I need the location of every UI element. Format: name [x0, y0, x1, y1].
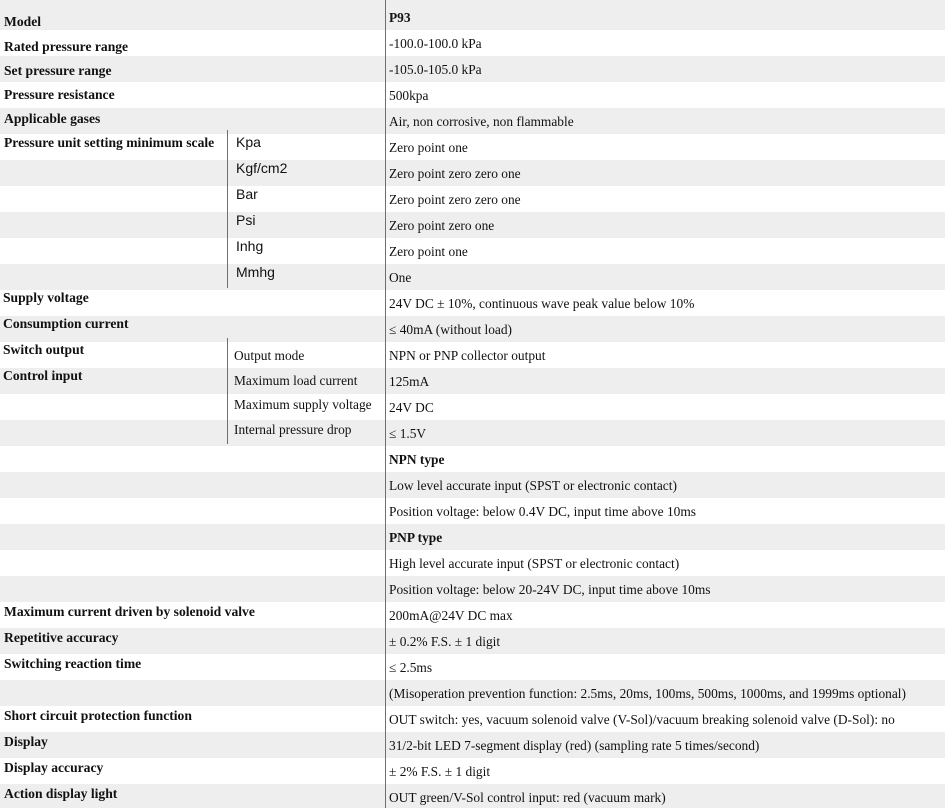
value-short-circuit: OUT switch: yes, vacuum solenoid valve (V-Sol)/vacuum breaking solenoid valve (D-Sol): no	[389, 712, 895, 727]
unit-mmhg: Mmhg	[236, 264, 275, 280]
value-max-supply-voltage: 24V DC	[389, 400, 434, 415]
sub-output-mode: Output mode	[234, 348, 305, 363]
value-repetitive-accuracy: ± 0.2% F.S. ± 1 digit	[389, 634, 501, 649]
label-solenoid-current: Maximum current driven by solenoid valve	[4, 604, 255, 619]
value-model: P93	[389, 10, 411, 25]
label-display-accuracy: Display accuracy	[4, 760, 104, 775]
label-pressure-resistance: Pressure resistance	[4, 87, 115, 102]
value-scale-inhg: Zero point one	[389, 244, 468, 259]
label-applicable-gases: Applicable gases	[4, 111, 101, 126]
value-scale-psi: Zero point zero one	[389, 218, 495, 233]
value-consumption-current: ≤ 40mA (without load)	[389, 322, 513, 337]
value-scale-kgf: Zero point zero zero one	[389, 166, 521, 181]
value-output-mode: NPN or PNP collector output	[389, 348, 546, 363]
label-reaction-time: Switching reaction time	[4, 656, 142, 671]
label-short-circuit: Short circuit protection function	[4, 708, 192, 723]
label-supply-voltage: Supply voltage	[3, 290, 89, 305]
value-max-load-current: 125mA	[389, 374, 430, 389]
value-applicable-gases: Air, non corrosive, non flammable	[389, 114, 574, 129]
value-scale-bar: Zero point zero zero one	[389, 192, 521, 207]
unit-kpa: Kpa	[236, 134, 261, 150]
value-rated-pressure: -100.0-100.0 kPa	[389, 36, 482, 51]
value-reaction-note: (Misoperation prevention function: 2.5ms, 20ms, 100ms, 500ms, 1000ms, and 1999ms optional)	[389, 686, 906, 701]
label-switch-output: Switch output	[3, 342, 85, 357]
label-repetitive-accuracy: Repetitive accuracy	[4, 630, 119, 645]
value-pnp-input: High level accurate input (SPST or electronic contact)	[389, 556, 680, 571]
unit-bar: Bar	[236, 186, 258, 202]
value-pressure-resistance: 500kpa	[389, 88, 429, 103]
row-band	[0, 368, 945, 394]
value-reaction-time: ≤ 2.5ms	[389, 660, 433, 675]
value-display-accuracy: ± 2% F.S. ± 1 digit	[389, 764, 491, 779]
value-scale-mmhg: One	[389, 270, 412, 285]
value-set-pressure: -105.0-105.0 kPa	[389, 62, 482, 77]
row-band	[0, 0, 945, 30]
row-band	[0, 420, 945, 446]
unit-kgf-cm2: Kgf/cm2	[236, 160, 288, 176]
sub-max-supply-voltage: Maximum supply voltage	[234, 397, 372, 412]
value-npn-voltage: Position voltage: below 0.4V DC, input time above 10ms	[389, 504, 696, 519]
value-pnp-voltage: Position voltage: below 20-24V DC, input time above 10ms	[389, 582, 711, 597]
value-pnp-type: PNP type	[389, 530, 443, 545]
column-divider	[385, 0, 386, 808]
value-action-light: OUT green/V-Sol control input: red (vacuum mark)	[389, 790, 666, 805]
value-solenoid-current: 200mA@24V DC max	[389, 608, 513, 623]
value-supply-voltage: 24V DC ± 10%, continuous wave peak value below 10%	[389, 296, 695, 311]
column-divider	[227, 130, 228, 288]
value-npn-type: NPN type	[389, 452, 445, 467]
value-display: 31/2-bit LED 7-segment display (red) (sampling rate 5 times/second)	[389, 738, 760, 753]
unit-inhg: Inhg	[236, 238, 264, 254]
label-set-pressure: Set pressure range	[4, 63, 112, 78]
value-internal-pressure-drop: ≤ 1.5V	[389, 426, 427, 441]
unit-psi: Psi	[236, 212, 256, 228]
label-display: Display	[4, 734, 48, 749]
column-divider	[227, 338, 228, 444]
label-model: Model	[4, 14, 41, 29]
sub-max-load-current: Maximum load current	[234, 373, 358, 388]
row-band	[0, 524, 945, 550]
value-scale-kpa: Zero point one	[389, 140, 468, 155]
label-rated-pressure: Rated pressure range	[4, 39, 129, 54]
value-npn-input: Low level accurate input (SPST or electronic contact)	[389, 478, 677, 493]
label-consumption-current: Consumption current	[3, 316, 129, 331]
sub-internal-pressure-drop: Internal pressure drop	[234, 422, 352, 437]
label-control-input: Control input	[3, 368, 83, 383]
row-band	[0, 264, 945, 290]
label-minimum-scale: Pressure unit setting minimum scale	[4, 135, 215, 150]
label-action-light: Action display light	[4, 786, 118, 801]
